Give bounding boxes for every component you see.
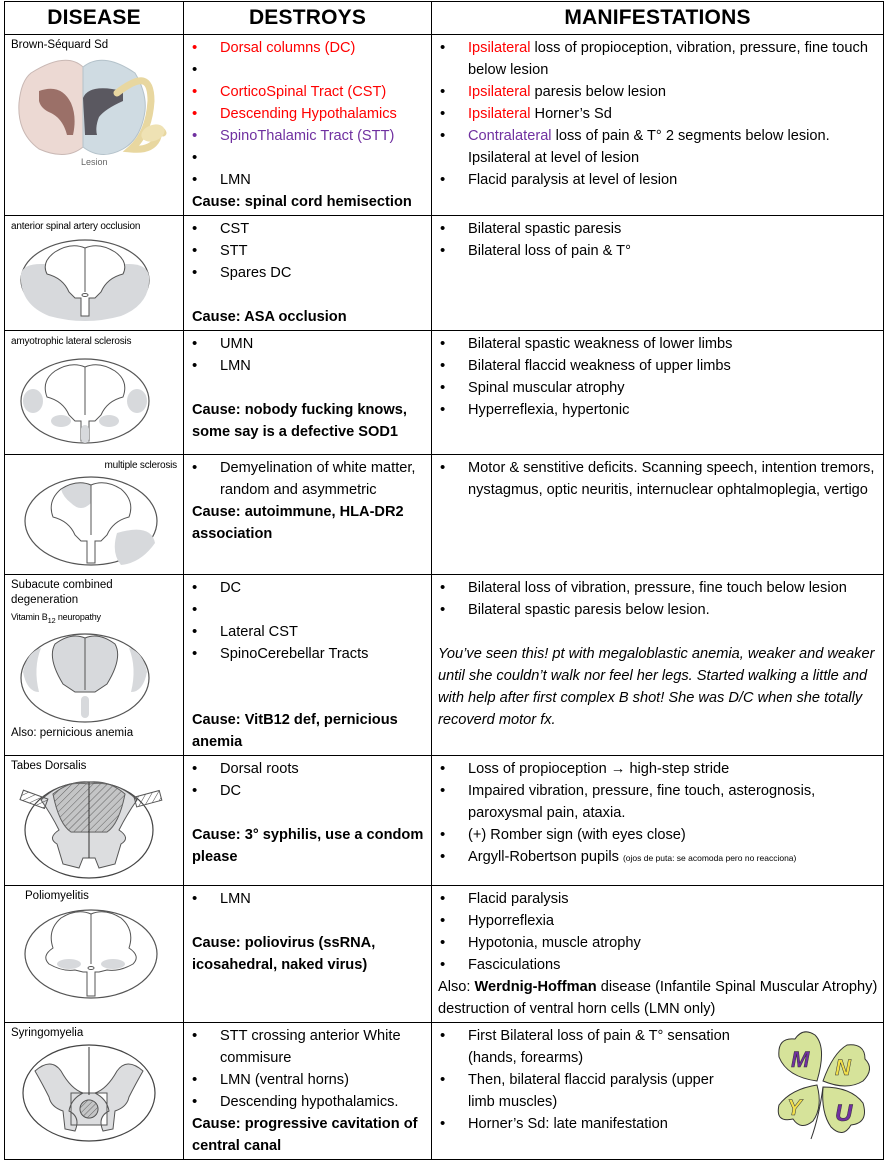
manifestation-item: • Ipsilateral loss of propioception, vibration, pressure, fine touch below lesion [440, 37, 879, 81]
manifestations-cell [432, 455, 883, 503]
manifestation-item: • Then, bilateral flaccid paralysis (upper limb muscles) [440, 1069, 740, 1113]
also-note: Also: pernicious anemia [11, 726, 134, 739]
manifestation-item: • Motor & senstitive deficits. Scanning speech, intention tremors, nystagmus, optic neuritis, internuclear ophtalmoplegia, vertigo [440, 457, 879, 501]
manifestation-item: • Bilateral spastic weakness of lower limbs [440, 333, 879, 355]
ms-cord-image [11, 473, 171, 571]
manifestations-cell [432, 1023, 883, 1137]
destroys-item: • DC [192, 780, 427, 802]
manifestation-item: • Horner’s Sd: late manifestation [440, 1113, 740, 1135]
als-cord-image [11, 349, 161, 449]
manifestation-item: • Bilateral spastic paresis below lesion. [440, 599, 879, 621]
table-row-als [5, 331, 884, 455]
table-row-subacute-combined-degeneration [5, 575, 884, 756]
manifestation-item: • Bilateral flaccid weakness of upper limbs [440, 355, 879, 377]
manifestation-item: • Hypotonia, muscle atrophy [440, 932, 879, 954]
header-manifestations: MANIFESTATIONS [432, 2, 884, 35]
header-disease: DISEASE [5, 2, 184, 35]
b12-cord-image [11, 628, 161, 726]
destroys-item: • LMN [192, 169, 427, 191]
cause-text: Cause: ASA occlusion [192, 309, 347, 325]
disease-name: multiple sclerosis [104, 460, 177, 471]
manifestations-cell [432, 216, 883, 264]
manifestation-item: • Hyporreflexia [440, 910, 879, 932]
destroys-item: • DC [192, 577, 427, 599]
destroys-item: • Descending Hypothalamics [192, 103, 427, 125]
destroys-cell [184, 886, 431, 978]
destroys-item: • CST [192, 218, 427, 240]
disease-name: Syringomyelia [11, 1027, 84, 1039]
destroys-item: • Dorsal columns (DC) [192, 37, 427, 59]
disease-name: Brown-Séquard Sd [11, 39, 109, 51]
arrow-right-icon: → [610, 761, 626, 777]
destroys-item: • UMN [192, 333, 427, 355]
manifestations-cell [432, 575, 883, 733]
header-destroys: DESTROYS [184, 2, 432, 35]
cause-text: Cause: VitB12 def, pernicious anemia [192, 712, 398, 750]
manifestation-item: • Argyll-Robertson pupils (ojos de puta: se acomoda pero no reacciona) [440, 846, 879, 869]
disease-cell [5, 455, 183, 571]
cause-text: Cause: nobody fucking knows, some say is a defective SOD1 [192, 402, 407, 440]
disease-name: amyotrophic lateral sclerosis [11, 336, 132, 347]
destroys-item: • Descending hypothalamics. [192, 1091, 427, 1113]
cause-text: Cause: progressive cavitation of central canal [192, 1116, 418, 1154]
cause-text: Cause: poliovirus (ssRNA, icosahedral, naked virus) [192, 935, 376, 973]
destroys-item: • LMN [192, 888, 427, 910]
destroys-cell [184, 35, 431, 215]
manifestation-item: • Spinal muscular atrophy [440, 377, 879, 399]
table-row-asa-occlusion [5, 216, 884, 331]
destroys-item: • SpinoCerebellar Tracts [192, 643, 427, 665]
spinal-cord-lesions-table [4, 1, 884, 1160]
manifestations-cell [432, 886, 883, 1022]
destroys-item: • LMN [192, 355, 427, 377]
destroys-item: • STT [192, 240, 427, 262]
disease-name: Subacute combined degeneration [11, 579, 113, 606]
disease-cell [5, 216, 183, 324]
destroys-cell [184, 1023, 431, 1159]
manifestations-cell [432, 35, 883, 193]
polio-cord-image [11, 904, 171, 1004]
disease-cell [5, 331, 183, 449]
cause-text: Cause: spinal cord hemisection [192, 194, 412, 210]
asa-cord-image [11, 234, 161, 324]
table-row-tabes-dorsalis [5, 756, 884, 886]
disease-name: Tabes Dorsalis [11, 760, 87, 772]
manifestation-item: • Bilateral spastic paresis [440, 218, 879, 240]
destroys-item: • Lateral CST [192, 621, 427, 643]
manifestation-item: • (+) Romber sign (with eyes close) [440, 824, 879, 846]
destroys-cell [184, 455, 431, 547]
destroys-item: • STT crossing anterior White commisure [192, 1025, 427, 1069]
manifestation-item: • Bilateral loss of pain & T° [440, 240, 879, 262]
svg-text:U: U [835, 1100, 853, 1127]
disease-cell [5, 35, 183, 173]
manifestation-item: • Bilateral loss of vibration, pressure, fine touch below lesion [440, 577, 879, 599]
disease-cell [5, 886, 183, 1004]
clinical-note: You’ve seen this! pt with megaloblastic anemia, weaker and weaker until she couldn’t walk nor feel her legs. Started walking a little and with help after first complex B shot! She was D/C when she totally recoverd motor fx. [438, 646, 875, 728]
tabes-cord-image [11, 774, 171, 882]
cause-text: Cause: autoimmune, HLA-DR2 association [192, 504, 404, 542]
manifestation-item: • Flacid paralysis [440, 888, 879, 910]
four-leaf-clover-icon [767, 1027, 877, 1147]
destroys-cell [184, 331, 431, 445]
disease-cell [5, 1023, 183, 1149]
manifestation-item: • Impaired vibration, pressure, fine touch, asterognosis, paroxysmal pain, ataxia. [440, 780, 879, 824]
also-note: Also: Werdnig-Hoffman disease (Infantile Spinal Muscular Atrophy) destruction of ventral horn cells (LMN only) [438, 979, 878, 1017]
disease-name: Poliomyelitis [25, 890, 89, 902]
hemisection-cord-image [11, 53, 171, 173]
syringomyelia-cord-image [11, 1041, 171, 1149]
destroys-cell [184, 216, 431, 330]
disease-cell [5, 575, 183, 741]
svg-text:Y: Y [787, 1095, 802, 1120]
manifestations-cell [432, 331, 883, 423]
destroys-cell [184, 575, 431, 755]
manifestation-item: • Flacid paralysis at level of lesion [440, 169, 879, 191]
header-row [5, 2, 884, 35]
destroys-item: • Demyelination of white matter, random and asymmetric [192, 457, 427, 501]
destroys-item: • LMN (ventral horns) [192, 1069, 427, 1091]
svg-text:M: M [791, 1047, 810, 1072]
manifestation-item: • Fasciculations [440, 954, 879, 976]
svg-text:Lesion: Lesion [81, 157, 108, 167]
manifestation-item: • First Bilateral loss of pain & T° sensation (hands, forearms) [440, 1025, 740, 1069]
table-row-poliomyelitis [5, 886, 884, 1023]
disease-name: anterior spinal artery occlusion [11, 221, 141, 232]
destroys-item: • CorticoSpinal Tract (CST) [192, 81, 427, 103]
manifestation-item: • Ipsilateral paresis below lesion [440, 81, 879, 103]
manifestation-item: • Hyperreflexia, hypertonic [440, 399, 879, 421]
manifestations-cell [432, 756, 883, 871]
destroys-item: • SpinoThalamic Tract (STT) [192, 125, 427, 147]
image-caption: Vitamin $B_{12}$ neuropathy [11, 612, 101, 625]
destroys-item: • Dorsal roots [192, 758, 427, 780]
manifestation-item: • Loss of propioception → high-step stride [440, 758, 879, 780]
table-row-multiple-sclerosis [5, 455, 884, 575]
manifestation-item: • Contralateral loss of pain & T° 2 segments below lesion. Ipsilateral at level of lesion [440, 125, 879, 169]
cause-text: Cause: 3° syphilis, use a condom please [192, 827, 424, 865]
manifestation-item: • Ipsilateral Horner’s Sd [440, 103, 879, 125]
disease-cell [5, 756, 183, 882]
table-row-syringomyelia [5, 1023, 884, 1160]
destroys-item: • Spares DC [192, 262, 427, 284]
table-row-brown-sequard [5, 35, 884, 216]
svg-text:N: N [835, 1055, 851, 1080]
destroys-cell [184, 756, 431, 870]
